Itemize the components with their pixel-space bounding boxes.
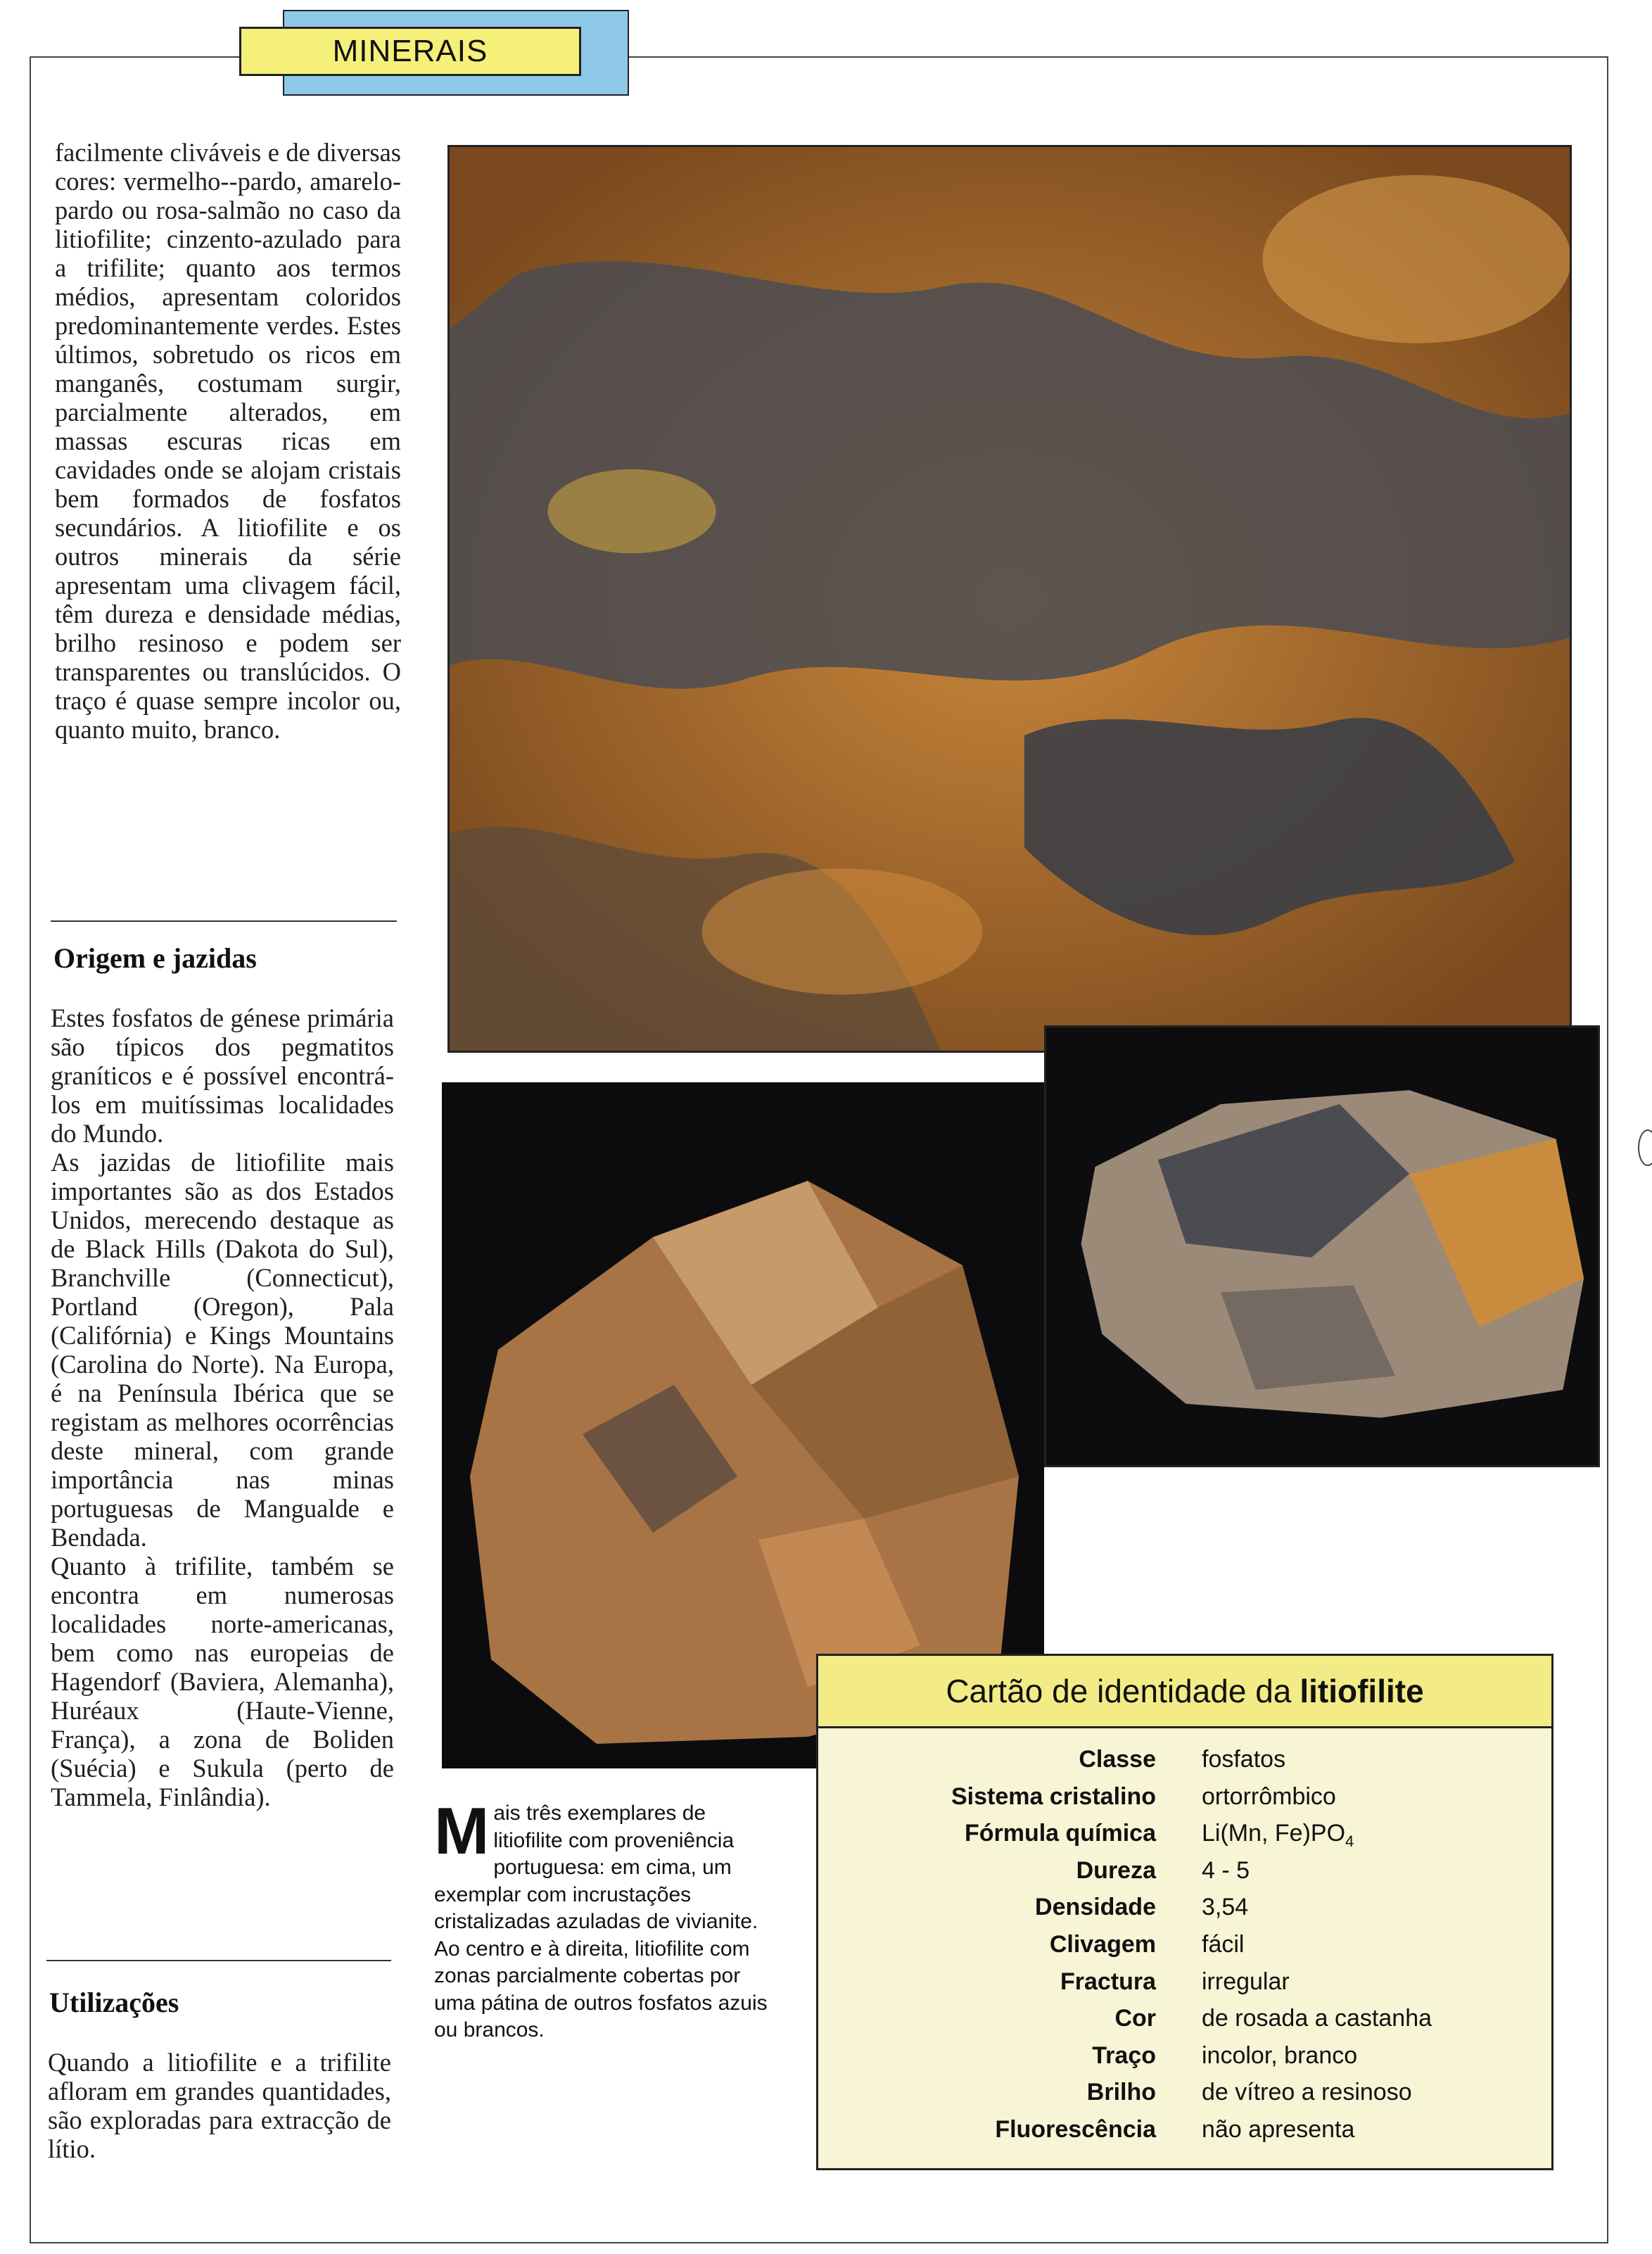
- origem-text-block: [51, 1003, 394, 1811]
- identity-card-row: [818, 2116, 1551, 2153]
- formula-subscript: 4: [1345, 1832, 1354, 1850]
- identity-card-title-prefix: Cartão de identidade da: [946, 1673, 1292, 1709]
- identity-card-value: de rosada a castanha: [1202, 2005, 1432, 2032]
- section-divider: [46, 1960, 391, 1961]
- identity-card-row: [818, 1931, 1551, 1968]
- identity-card-row: [818, 2005, 1551, 2041]
- identity-card-value: 4 - 5: [1202, 1856, 1250, 1884]
- intro-text-block: [55, 138, 401, 744]
- identity-card-key: Classe: [1079, 1746, 1156, 1773]
- identity-card-row: [818, 1820, 1551, 1856]
- identity-card-title-mineral: litiofilite: [1300, 1673, 1424, 1709]
- intro-paragraph: facilmente cliváveis e de diversas cores: vermelho--pardo, amarelo-pardo ou rosa-salmão no caso da litiofilite; cinzento-azulado para a trifilite; quanto aos termos médios, apresentam coloridos predominantemente verdes. Estes últimos, sobretudo os ricos em manganês, costumam surgir, parcialmente alterados, em massas escuras ricas em cavidades onde se alojam cristais bem formados de fosfatos secundários. A litiofilite e os outros minerais da série apresentam uma clivagem fácil, têm dureza e densidade médias, brilho resinoso e podem ser transparentes ou translúcidos. O traço é quase sempre incolor ou, quanto muito, branco.: [55, 138, 401, 744]
- identity-card-value: não apresenta: [1202, 2116, 1355, 2143]
- identity-card-row: [818, 2042, 1551, 2079]
- identity-card-key: Densidade: [1035, 1894, 1156, 1921]
- caption-text: ais três exemplares de litiofilite com proveniência portuguesa: em cima, um exemplar com incrustações cristalizadas azuladas de vivianite. Ao centro e à direita, litiofilite com zonas parcialmente cobertas por uma pátina de outros fosfatos azuis ou brancos.: [434, 1802, 768, 2041]
- mineral-photo-top: [447, 145, 1572, 1053]
- identity-card-row: [818, 1746, 1551, 1783]
- utilizacoes-paragraph: Quando a litiofilite e a trifilite afloram em grandes quantidades, são exploradas para extracção de lítio.: [48, 2048, 391, 2163]
- identity-card-value: Li(Mn, $Fe)PO_4$: [1202, 1820, 1354, 1850]
- identity-card-row: [818, 2079, 1551, 2115]
- origem-paragraph-1: Estes fosfatos de génese primária são típicos dos pegmatitos graníticos e é possível encontrá-los em muitíssimas localidades do Mundo.: [51, 1003, 394, 1148]
- identity-card-key: Fractura: [1060, 1968, 1156, 1995]
- binder-notch: [1638, 1129, 1652, 1166]
- identity-card-value: de vítreo a resinoso: [1202, 2079, 1412, 2106]
- identity-card-value: 3,54: [1202, 1894, 1249, 1921]
- identity-card-row: [818, 1783, 1551, 1820]
- identity-card-row: [818, 1894, 1551, 1930]
- identity-card-key: Cor: [1114, 2005, 1156, 2032]
- identity-card-key: Traço: [1092, 2041, 1156, 2069]
- identity-card-key: Brilho: [1086, 2079, 1156, 2106]
- utilizacoes-text-block: [48, 2048, 391, 2163]
- identity-card-key: Fórmula química: [964, 1820, 1156, 1847]
- identity-card-key: Fluorescência: [995, 2116, 1156, 2143]
- identity-card-row: [818, 1857, 1551, 1894]
- section-divider: [51, 920, 397, 922]
- origem-paragraph-3: Quanto à trifilite, também se encontra em numerosas localidades norte-americanas, bem como nas europeias de Hagendorf (Baviera, Alemanha), Huréaux (Haute-Vienne, França), a zona de Boliden (Suécia) e Sukula (perto de Tammela, Finlândia).: [51, 1552, 394, 1811]
- caption-dropcap: M: [434, 1794, 490, 1868]
- photo-caption: [434, 1794, 768, 2044]
- mineral-photo-right: [1044, 1025, 1600, 1467]
- identity-card-title: [818, 1656, 1551, 1728]
- identity-card-value: fosfatos: [1202, 1746, 1286, 1773]
- identity-card: [816, 1654, 1553, 2170]
- identity-card-key: Clivagem: [1049, 1931, 1156, 1958]
- identity-card-value: incolor, branco: [1202, 2041, 1358, 2069]
- identity-card-key: Dureza: [1076, 1856, 1156, 1884]
- identity-card-value: ortorrômbico: [1202, 1783, 1336, 1810]
- utilizacoes-heading: Utilizações: [49, 1987, 179, 2018]
- section-label: MINERAIS: [239, 27, 581, 76]
- origem-heading: Origem e jazidas: [53, 942, 257, 974]
- identity-card-row: [818, 1968, 1551, 2005]
- identity-card-key: Sistema cristalino: [951, 1783, 1156, 1810]
- identity-card-value: irregular: [1202, 1968, 1290, 1995]
- origem-paragraph-2: As jazidas de litiofilite mais importantes são as dos Estados Unidos, merecendo destaque as de Black Hills (Dakota do Sul), Branchville (Connecticut), Portland (Oregon), Pala (Califórnia) e Kings Mountains (Carolina do Norte). Na Europa, é na Península Ibérica que se registam as melhores ocorrências deste mineral, com grande importância nas minas portuguesas de Mangualde e Bendada.: [51, 1148, 394, 1552]
- identity-card-value: fácil: [1202, 1931, 1245, 1958]
